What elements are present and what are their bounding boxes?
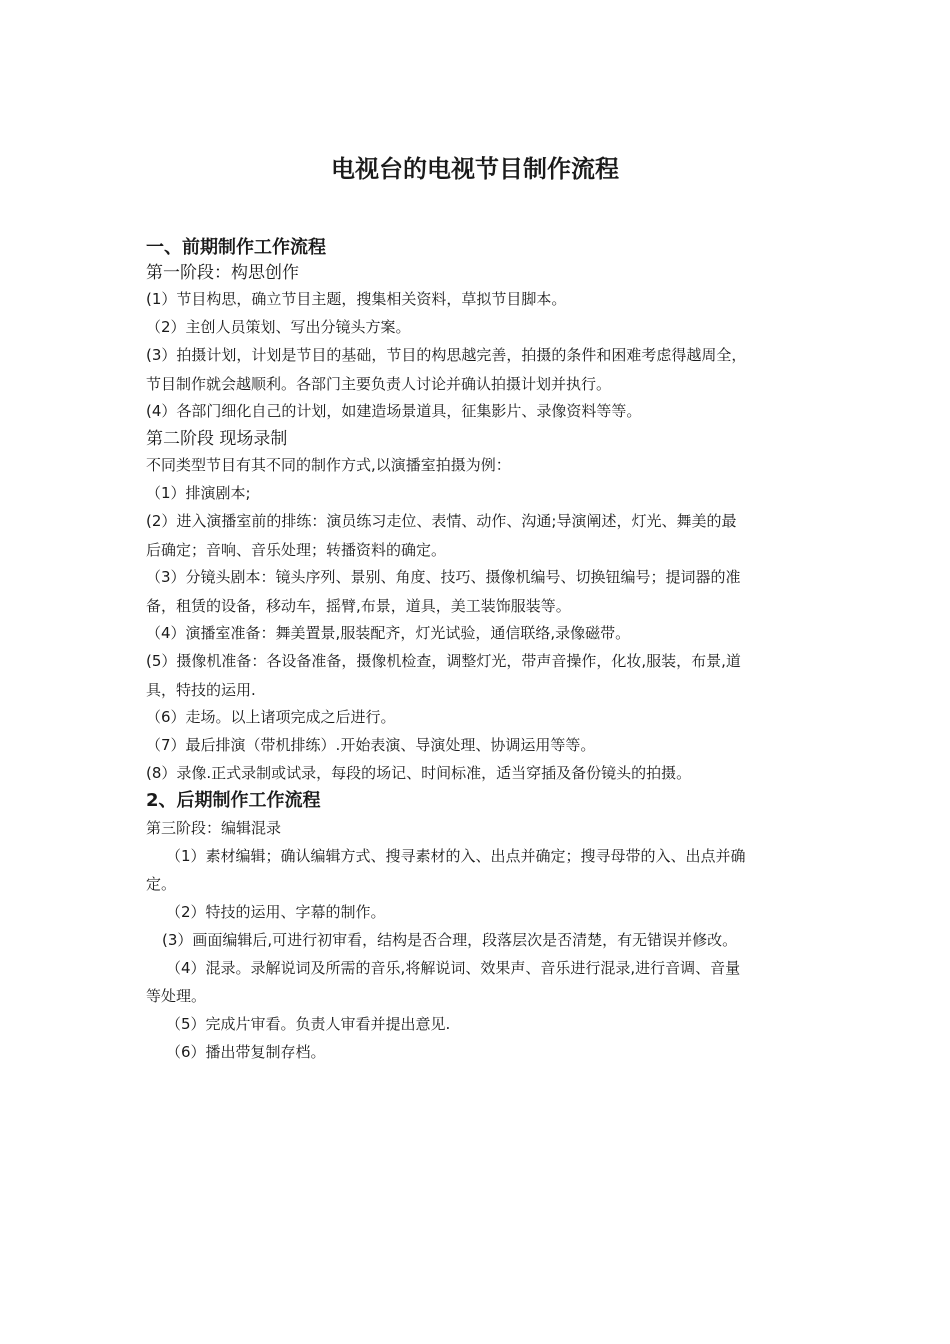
- paragraph-line: （2）主创人员策划、写出分镜头方案。: [146, 318, 411, 336]
- paragraph-line: (5）摄像机准备：各设备准备，摄像机检查，调整灯光，带声音操作，化妆,服装，布景,道: [146, 652, 741, 670]
- section-heading-postproduction: 2、后期制作工作流程: [146, 790, 321, 811]
- paragraph-line: (8）录像.正式录制或试录，每段的场记、时间标准，适当穿插及备份镜头的拍摄。: [146, 764, 692, 782]
- paragraph-line: （3）分镜头剧本：镜头序列、景别、角度、技巧、摄像机编号、切换钮编号；提词器的准: [146, 568, 741, 586]
- stage-label-3: 第三阶段：编辑混录: [146, 819, 282, 837]
- paragraph-line: 定。: [146, 875, 177, 893]
- stage-label-2: 第二阶段 现场录制: [146, 429, 288, 449]
- paragraph-line: (3）画面编辑后,可进行初审看，结构是否合理，段落层次是否清楚，有无错误并修改。: [162, 931, 738, 949]
- paragraph-line: 等处理。: [146, 987, 207, 1005]
- paragraph-line: （6）走场。以上诸项完成之后进行。: [146, 708, 396, 726]
- paragraph-line: （1）排演剧本;: [146, 484, 251, 502]
- paragraph-line: (2）进入演播室前的排练：演员练习走位、表情、动作、沟通;导演阐述，灯光、舞美的最: [146, 512, 737, 530]
- document-title: 电视台的电视节目制作流程: [331, 155, 619, 183]
- paragraph-line: 具，特技的运用.: [146, 681, 256, 699]
- paragraph-line: （1）素材编辑；确认编辑方式、搜寻素材的入、出点并确定；搜寻母带的入、出点并确: [166, 847, 746, 865]
- paragraph-line: 后确定；音响、音乐处理；转播资料的确定。: [146, 541, 447, 559]
- stage-label-1: 第一阶段：构思创作: [146, 263, 299, 283]
- paragraph-line: （5）完成片审看。负责人审看并提出意见.: [166, 1015, 451, 1033]
- section-heading-preproduction: 一、前期制作工作流程: [146, 237, 326, 258]
- paragraph-line: (1）节目构思，确立节目主题，搜集相关资料，草拟节目脚本。: [146, 290, 567, 308]
- paragraph-line: （4）混录。录解说词及所需的音乐,将解说词、效果声、音乐进行混录,进行音调、音量: [166, 959, 741, 977]
- paragraph-line: (3）拍摄计划，计划是节目的基础，节目的构思越完善，拍摄的条件和困难考虑得越周全，: [146, 346, 747, 364]
- paragraph-line: 备，租赁的设备，移动车，摇臂,布景，道具，美工装饰服装等。: [146, 597, 571, 615]
- paragraph-line: （2）特技的运用、字幕的制作。: [166, 903, 386, 921]
- paragraph-line: （6）播出带复制存档。: [166, 1043, 326, 1061]
- paragraph-line: 节目制作就会越顺利。各部门主要负责人讨论并确认拍摄计划并执行。: [146, 375, 612, 393]
- paragraph-line: 不同类型节目有其不同的制作方式,以演播室拍摄为例：: [146, 456, 511, 474]
- paragraph-line: （4）演播室准备：舞美置景,服装配齐，灯光试验，通信联络,录像磁带。: [146, 624, 631, 642]
- paragraph-line: （7）最后排演（带机排练）.开始表演、导演处理、协调运用等等。: [146, 736, 596, 754]
- paragraph-line: (4）各部门细化自己的计划，如建造场景道具，征集影片、录像资料等等。: [146, 402, 642, 420]
